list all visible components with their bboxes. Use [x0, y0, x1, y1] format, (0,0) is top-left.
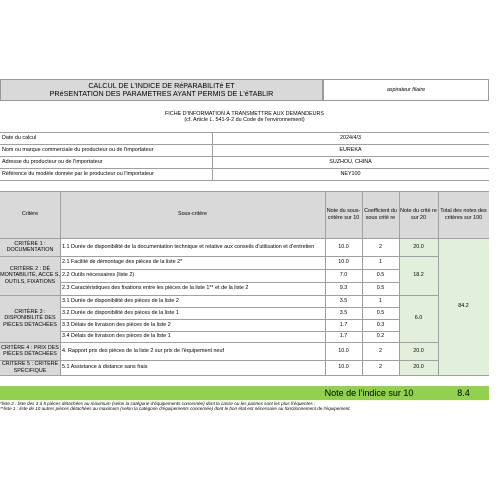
- critere-4-note: 20.0: [399, 342, 438, 360]
- sous-critere-1-1: 1.1 Durée de disponibilité de la documentation technique et relative aux conseils d'utilisation et d'entretien: [62, 243, 315, 250]
- note-3-1: 3.5: [339, 297, 348, 304]
- critere-3-label: CRITÈRE 3 : DISPONIBILITÉ DES PIÈCES DÉTACHÉES: [0, 295, 60, 342]
- title-block: [0, 79, 323, 101]
- final-score-bar: [0, 386, 489, 400]
- note-2-3: 9.3: [339, 285, 348, 292]
- critere-5-note: 20.0: [399, 360, 438, 375]
- criteria-table: [0, 191, 489, 387]
- info-label-address: Adresse du producteur ou de l'importateur: [2, 158, 103, 165]
- sous-critere-3-4: 3.4 Délais de livraison des pièces de la liste 1: [62, 333, 171, 340]
- sous-critere-3-2: 3.2 Durée de disponibilité des pièces de la liste 1: [62, 309, 179, 316]
- critere-4-label: CRITÈRE 4 : PRIX DES PIÈCES DÉTACHÉES: [0, 342, 60, 360]
- sous-critere-2-3: 2.3 Caractéristiques des fixations entre les pièces de la liste 1** et de la liste 2: [62, 285, 249, 292]
- col-critere: Critère: [0, 191, 60, 238]
- critere-1-label: CRITÈRE 1 : DOCUMENTATION: [0, 238, 60, 256]
- critere-5-label: CRITÈRE 5 : CRITÈRE SPÉCIFIQUE: [1, 361, 59, 374]
- coef-5-1: 2: [379, 364, 382, 371]
- note-2-1: 10.0: [338, 259, 349, 266]
- note-2-2: 7.0: [339, 272, 348, 279]
- sous-critere-2-2: 2.2 Outils nécessaires (liste 2): [62, 272, 135, 279]
- critere-2-label: CRITÈRE 2 : DÉ MONTABILITÉ, ACCE S, OUTILS, FIXATIONS: [0, 256, 60, 295]
- col-sous-critere: Sous-critère: [60, 191, 325, 238]
- col-total: Total des notes des critères sur 100: [438, 191, 489, 238]
- note-1-1: 10.0: [338, 243, 349, 250]
- note-4: 10.0: [338, 347, 349, 354]
- title-line-2: PRéSENTATION DES PARAMETRES AYANT PERMIS DE L'éTABLIR: [49, 89, 274, 98]
- col-note-critere: Note du critè re sur 20: [399, 191, 438, 238]
- fiche-line-1: FICHE D'INFORMATION À TRANSMETTRE AUX DEMANDEURS: [165, 110, 324, 117]
- coef-1-1: 2: [379, 243, 382, 250]
- critere-1-note: 20.0: [399, 238, 438, 256]
- info-label-brand: Nom ou marque commerciale du producteur ou de l'importateur: [2, 146, 154, 153]
- info-value-date: 2024/4/3: [340, 134, 361, 141]
- coef-3-1: 1: [379, 297, 382, 304]
- sous-critere-4: 4. Rapport prix des pièces de la liste 2 sur prix de l'équipement neuf: [62, 347, 224, 354]
- sous-critere-2-1: 2.1 Facilité de démontage des pièces de la liste 2*: [62, 259, 183, 266]
- coef-3-3: 0.3: [376, 321, 385, 328]
- sous-critere-5-1: 5.1 Assistance à distance sans frais: [62, 364, 148, 371]
- coef-2-1: 1: [379, 259, 382, 266]
- title-line-1: CALCUL DE L'INDICE DE RéPARABILITé ET: [88, 80, 235, 90]
- note-5-1: 10.0: [338, 364, 349, 371]
- final-score-value: 8.4: [457, 388, 470, 398]
- coef-2-3: 0.5: [376, 285, 385, 292]
- footnotes: [0, 401, 497, 412]
- note-3-3: 1.7: [339, 321, 348, 328]
- coef-3-2: 0.5: [376, 309, 385, 316]
- info-value-brand: EUREKA: [339, 146, 362, 153]
- footnote-2: **liste 1 : liste de 10 autres pièces détachées au maximum (selon la catégorie d'équipements concernée) dont le bon état est nécessaire au fonctionnement de l'équipement.: [0, 406, 351, 412]
- footnote-1: *liste 2 : liste des 3 à 5 pièces détachées au maximum (selon la catégorie d'équipements concernée) dont la casse ou les pannes sont les plus fréquentes ;: [0, 401, 316, 406]
- col-note-sous: Note du sous-critère sur 10: [325, 191, 362, 238]
- note-3-4: 1.7: [339, 333, 348, 340]
- critere-2-note: 18.2: [399, 256, 438, 295]
- total-score: 84.2: [438, 238, 489, 375]
- info-table: [0, 132, 489, 182]
- fiche-block: [0, 104, 489, 130]
- info-value-reference: NEY100: [340, 170, 361, 177]
- col-coef: Coefficient du sous critè re: [362, 191, 399, 238]
- coef-4: 2: [379, 347, 382, 354]
- info-value-address: SUZHOU, CHINA: [329, 158, 372, 165]
- info-label-date: Date du calcul: [2, 134, 37, 141]
- product-label: aspirateur filaire: [386, 86, 426, 93]
- product-type: [323, 79, 489, 101]
- info-label-reference: Référence du modèle donnée par le producteur ou l'importateur: [2, 170, 154, 177]
- final-score-label: Note de l'indice sur 10: [324, 388, 414, 398]
- coef-2-2: 0.5: [376, 272, 385, 279]
- note-3-2: 3.5: [339, 309, 348, 316]
- coef-3-4: 0.2: [376, 333, 385, 340]
- critere-3-note: 6.0: [399, 295, 438, 342]
- sous-critere-3-1: 3.1 Durée de disponibilité des pièces de la liste 2: [62, 297, 179, 304]
- fiche-line-2: (cf. Article L. 541-9-2 du Code de l'environnement): [184, 117, 305, 123]
- sous-critere-3-3: 3.3 Délais de livraison des pièces de la liste 2: [62, 321, 171, 328]
